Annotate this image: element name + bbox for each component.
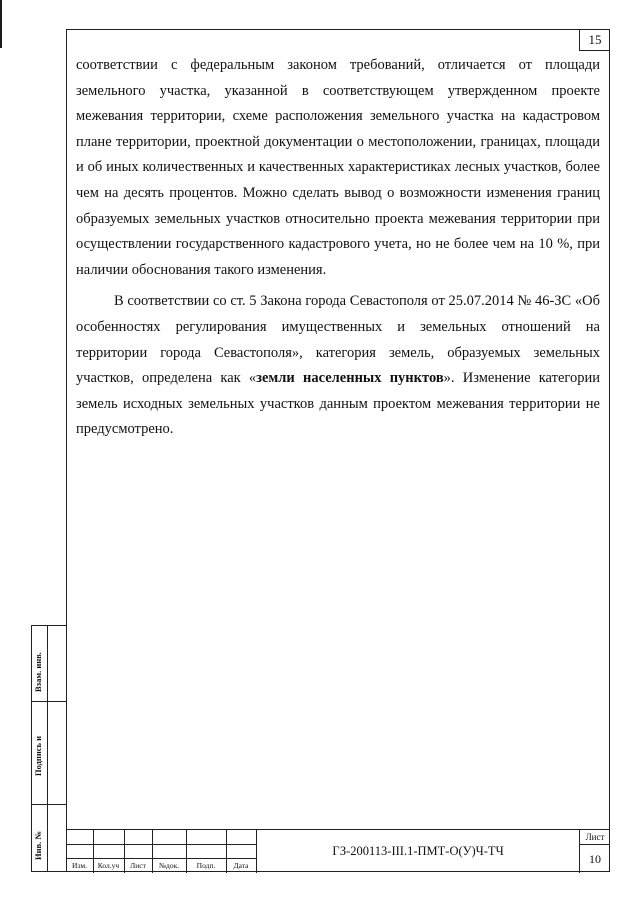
col-data: Дата (233, 861, 249, 870)
title-block (66, 829, 610, 872)
side-cell-podpis (32, 702, 66, 805)
sheet-box (579, 830, 610, 873)
col-ndok: №док. (158, 861, 180, 870)
sheet-number: 10 (589, 852, 601, 866)
sheet-label: Лист (580, 830, 610, 845)
side-label-vzam-inv: Взам. инв. (33, 652, 43, 692)
side-stamp (31, 625, 67, 872)
col-izm: Изм. (72, 861, 87, 870)
side-cell-inv (32, 805, 66, 871)
col-podp: Подп. (196, 861, 216, 870)
paragraph-2 (76, 289, 600, 443)
paragraph-1: соответствии с федеральным законом требований, отличается от площади земельного участка, указанной в соответствующем утвержденном проекте межевания территории, схеме расположения земельного участка на кадастровом плане территории, проектной документации о местоположении, границах, площади и об иных количественных и качественных характеристиках лесных участков, более чем на десять процентов. Можно сделать вывод о возможности изменения границ образуемых земельных участков относительно проекта межевания территории при осуществлении государственного кадастрового учета, но не более чем на 10 %, при наличии обоснования такого изменения. (76, 57, 600, 278)
side-cell-vzam (32, 626, 66, 702)
page-number-top: 15 (579, 29, 610, 51)
scan-edge-line (0, 0, 2, 48)
paragraph-2-text-end: ». Изменение категории земель исходных земельных участков данным проектом межевания территории не предусмотрено. (76, 370, 600, 438)
land-category-bold: земли населенных пунктов (256, 370, 444, 387)
col-kol-uch: Кол.уч (97, 861, 120, 870)
document-code: ГЗ-200113-III.1-ПМТ-О(У)Ч-ТЧ (256, 830, 579, 873)
title-block-revision-grid (66, 830, 256, 873)
paragraph-2-text-start: В соответствии со ст. 5 Закона города Севастополя от 25.07.2014 № 46-ЗС «Об особенностях регулирования имущественных и земельных отношений на территории города Севастополя», категория земель, образуемых земельных участков, определена как « (76, 293, 600, 387)
document-body (76, 53, 600, 443)
side-label-podpis: Подпись и (33, 735, 43, 776)
col-list: Лист (130, 861, 146, 870)
side-label-inv-no: Инв. № (33, 831, 43, 860)
